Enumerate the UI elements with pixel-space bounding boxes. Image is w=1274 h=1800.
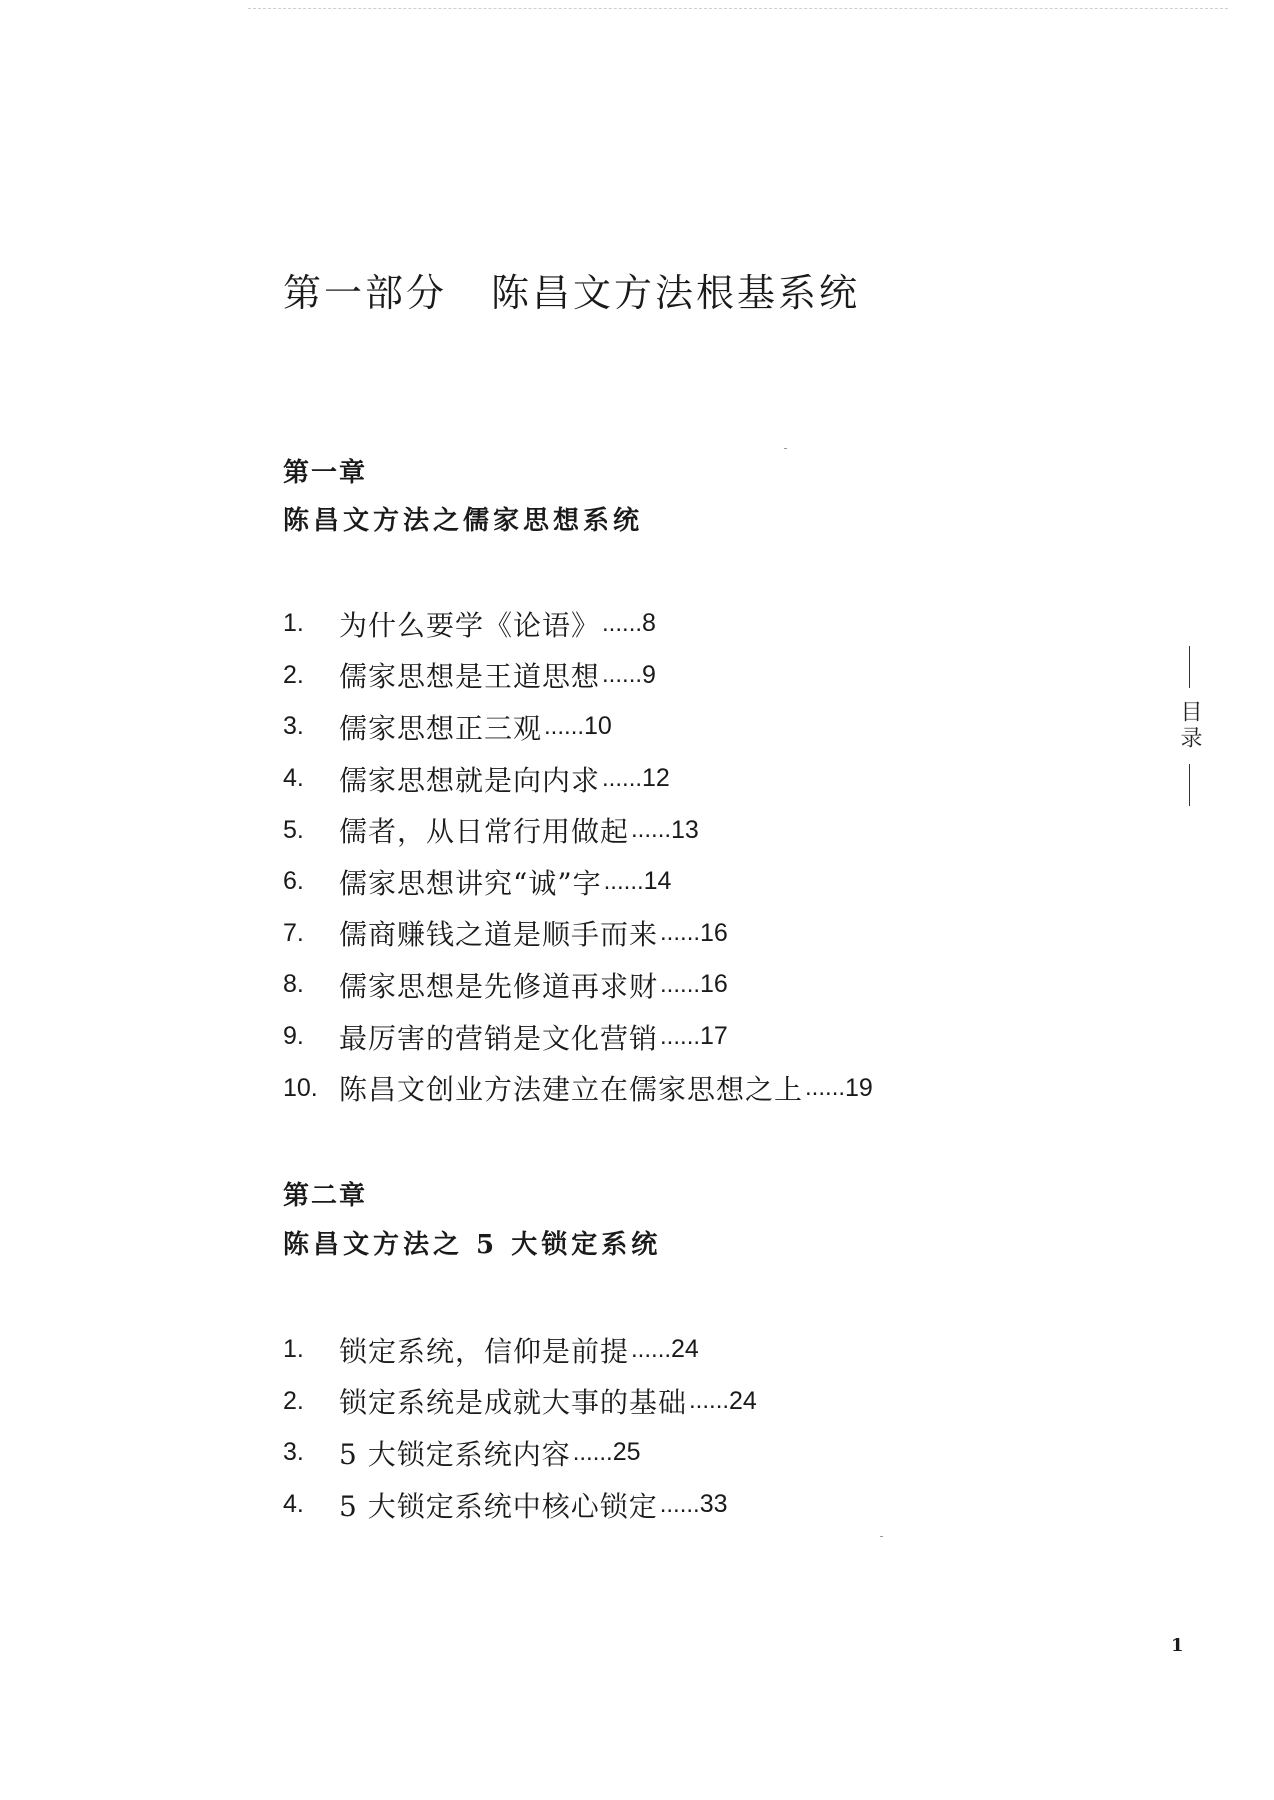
entry-leader: ...... [631,1335,672,1363]
entry-title: 儒家思想就是向内求 [339,763,601,797]
entry-number: 2. [283,1386,304,1415]
entry-number: 7. [283,918,304,947]
entry-number: 1. [283,1335,304,1364]
chapter-2-title: 陈昌文方法之 5 大锁定系统 [283,1230,662,1260]
entry-page: 19 [845,1073,873,1102]
part-title: 陈昌文方法根基系统 [491,271,861,315]
entry-number: 3. [283,712,304,741]
entry-leader: ...... [602,661,643,689]
chapter-2-label: 第二章 [283,1181,368,1211]
part-heading [283,262,860,317]
entry-number: 9. [283,1022,304,1051]
page-number: 1 [1171,1635,1184,1656]
entry-title: 儒家思想是先修道再求财 [339,969,659,1003]
side-tab-bottom-bar [1189,764,1190,806]
entry-leader: ...... [805,1074,846,1102]
entry-number: 6. [283,867,304,896]
toc-entry[interactable] [283,1324,757,1376]
entry-title: 锁定系统，信仰是前提 [339,1334,630,1368]
entry-title: 儒者，从日常行用做起 [339,815,630,849]
chapter-2-toc [283,1324,757,1530]
entry-leader: ...... [544,712,585,740]
entry-title: 5 大锁定系统中核心锁定 [339,1489,658,1523]
toc-entry[interactable] [283,959,873,1011]
toc-entry[interactable] [283,753,873,805]
entry-leader: ...... [572,1438,613,1466]
toc-entry[interactable] [283,1376,757,1428]
part-label: 第一部分 [283,271,448,315]
side-tab-label: 目录 [1177,700,1202,752]
toc-entry[interactable] [283,804,873,856]
toc-entry[interactable] [283,1062,873,1114]
entry-leader: ...... [689,1387,730,1415]
entry-page: 24 [671,1335,699,1364]
entry-title: 最厉害的营销是文化营销 [339,1021,659,1055]
entry-page: 33 [699,1490,728,1519]
entry-page: 17 [700,1022,728,1051]
entry-page: 14 [643,867,672,896]
entry-page: 9 [642,660,656,689]
entry-title: 儒家思想正三观 [339,711,543,745]
entry-leader: ...... [660,919,701,947]
toc-entry[interactable] [283,1427,757,1479]
entry-title: 锁定系统是成就大事的基础 [339,1386,688,1420]
toc-entry[interactable] [283,650,873,702]
side-tab [1174,646,1204,816]
entry-page: 25 [612,1438,641,1467]
entry-title: 儒家思想讲究“诚”字 [339,866,602,900]
entry-leader: ...... [660,1022,701,1050]
entry-number: 1. [283,609,304,638]
entry-title: 儒商赚钱之道是顺手而来 [339,918,659,952]
toc-entry[interactable] [283,1011,873,1063]
entry-page: 13 [671,815,699,844]
entry-number: 2. [283,660,304,689]
entry-leader: ...... [631,816,672,844]
entry-page: 16 [700,918,728,947]
scan-speck [880,1536,883,1537]
entry-title: 5 大锁定系统内容 [339,1437,571,1471]
toc-entry[interactable] [283,701,873,753]
toc-entry[interactable] [283,908,873,960]
side-tab-top-bar [1189,646,1190,688]
entry-number: 4. [283,1490,304,1519]
entry-title: 儒家思想是王道思想 [339,660,601,694]
entry-number: 10. [283,1073,318,1102]
entry-number: 4. [283,764,304,793]
toc-entry[interactable] [283,598,873,650]
entry-leader: ...... [603,867,644,895]
toc-entry[interactable] [283,856,873,908]
entry-leader: ...... [659,1490,700,1518]
entry-page: 12 [642,764,670,793]
entry-leader: ...... [602,609,643,637]
entry-title: 为什么要学《论语》 [339,608,601,642]
entry-leader: ...... [660,970,701,998]
entry-page: 16 [700,970,728,999]
entry-title: 陈昌文创业方法建立在儒家思想之上 [339,1073,804,1107]
top-border-line [248,8,1228,9]
entry-page: 8 [642,609,656,638]
entry-page: 24 [729,1386,757,1415]
toc-entry[interactable] [283,1479,757,1531]
chapter-1-label: 第一章 [283,458,368,488]
entry-number: 3. [283,1438,304,1467]
entry-number: 5. [283,815,304,844]
entry-leader: ...... [602,764,643,792]
chapter-1-title: 陈昌文方法之儒家思想系统 [283,506,644,536]
chapter-1-toc [283,598,873,1114]
scan-speck [784,448,787,449]
entry-number: 8. [283,970,304,999]
entry-page: 10 [584,712,612,741]
